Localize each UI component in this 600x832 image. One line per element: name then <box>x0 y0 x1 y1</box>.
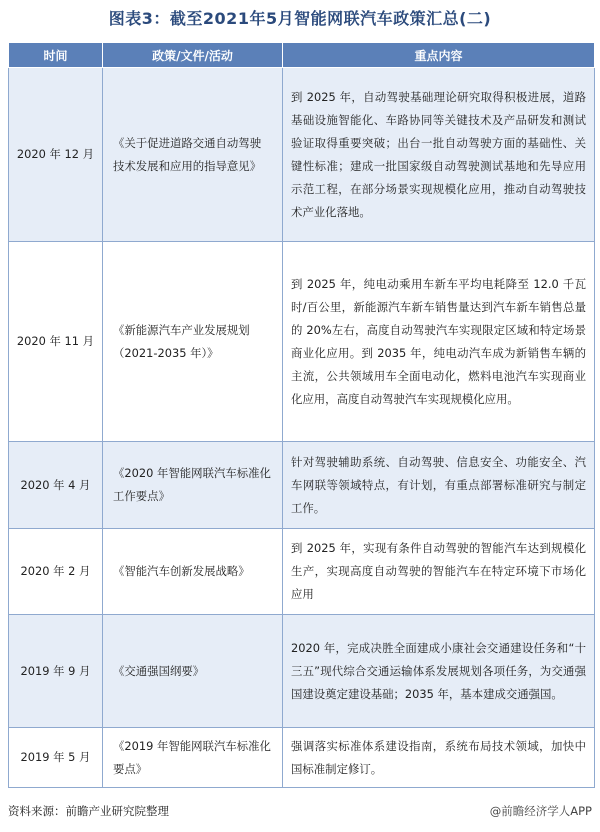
row-content: 到 2025 年，自动驾驶基础理论研究取得积极进展，道路基础设施智能化、车路协同等关键技术及产品研发和测试验证取得重要突破；出台一批自动驾驶方面的基础性、关键性标准；建成一批国家级自动驾驶测试基地和先导应用示范工程，在部分场景实现规模化应用，推动自动驾驶技术产业化落地。 <box>283 68 595 242</box>
policy-table <box>8 42 595 788</box>
table-row <box>9 728 595 788</box>
row-policy: 《新能源汽车产业发展规划（2021-2035 年）》 <box>103 242 283 442</box>
row-time: 2019 年 5 月 <box>9 728 103 788</box>
row-policy: 《关于促进道路交通自动驾驶技术发展和应用的指导意见》 <box>103 68 283 242</box>
row-content: 针对驾驶辅助系统、自动驾驶、信息安全、功能安全、汽车网联等领域特点，有计划，有重点部署标准研究与制定工作。 <box>283 442 595 529</box>
table-row <box>9 442 595 529</box>
header-time: 时间 <box>9 43 103 68</box>
table-header-row <box>9 43 595 68</box>
table-row <box>9 529 595 615</box>
row-time: 2019 年 9 月 <box>9 615 103 728</box>
row-policy: 《2020 年智能网联汽车标准化工作要点》 <box>103 442 283 529</box>
row-content: 强调落实标准体系建设指南，系统布局技术领域，加快中国标准制定修订。 <box>283 728 595 788</box>
row-policy: 《2019 年智能网联汽车标准化要点》 <box>103 728 283 788</box>
table-row <box>9 242 595 442</box>
row-content: 到 2025 年，实现有条件自动驾驶的智能汽车达到规模化生产，实现高度自动驾驶的智能汽车在特定环境下市场化应用 <box>283 529 595 615</box>
chart-title: 图表3：截至2021年5月智能网联汽车政策汇总(二) <box>108 9 492 28</box>
row-time: 2020 年 11 月 <box>9 242 103 442</box>
row-policy: 《交通强国纲要》 <box>103 615 283 728</box>
header-policy: 政策/文件/活动 <box>103 43 283 68</box>
table-row <box>9 68 595 242</box>
row-time: 2020 年 2 月 <box>9 529 103 615</box>
row-content: 2020 年，完成决胜全面建成小康社会交通建设任务和“十三五”现代综合交通运输体系发展规划各项任务，为交通强国建设奠定建设基础；2035 年，基本建成交通强国。 <box>283 615 595 728</box>
row-policy: 《智能汽车创新发展战略》 <box>103 529 283 615</box>
brand-watermark: @前瞻经济学人APP <box>489 804 592 818</box>
row-time: 2020 年 4 月 <box>9 442 103 529</box>
table-row <box>9 615 595 728</box>
source-note: 资料来源：前瞻产业研究院整理 <box>8 804 169 818</box>
row-content: 到 2025 年，纯电动乘用车新车平均电耗降至 12.0 千瓦时/百公里，新能源汽车新车销售量达到汽车新车销售总量的 20%左右，高度自动驾驶汽车实现限定区域和特定场景商业化应用。到 2035 年，纯电动汽车成为新销售车辆的主流，公共领域用车全面电动化，燃料电池汽车实现商业化应用，高度自动驾驶汽车实现规模化应用。 <box>283 242 595 442</box>
header-content: 重点内容 <box>283 43 595 68</box>
row-time: 2020 年 12 月 <box>9 68 103 242</box>
